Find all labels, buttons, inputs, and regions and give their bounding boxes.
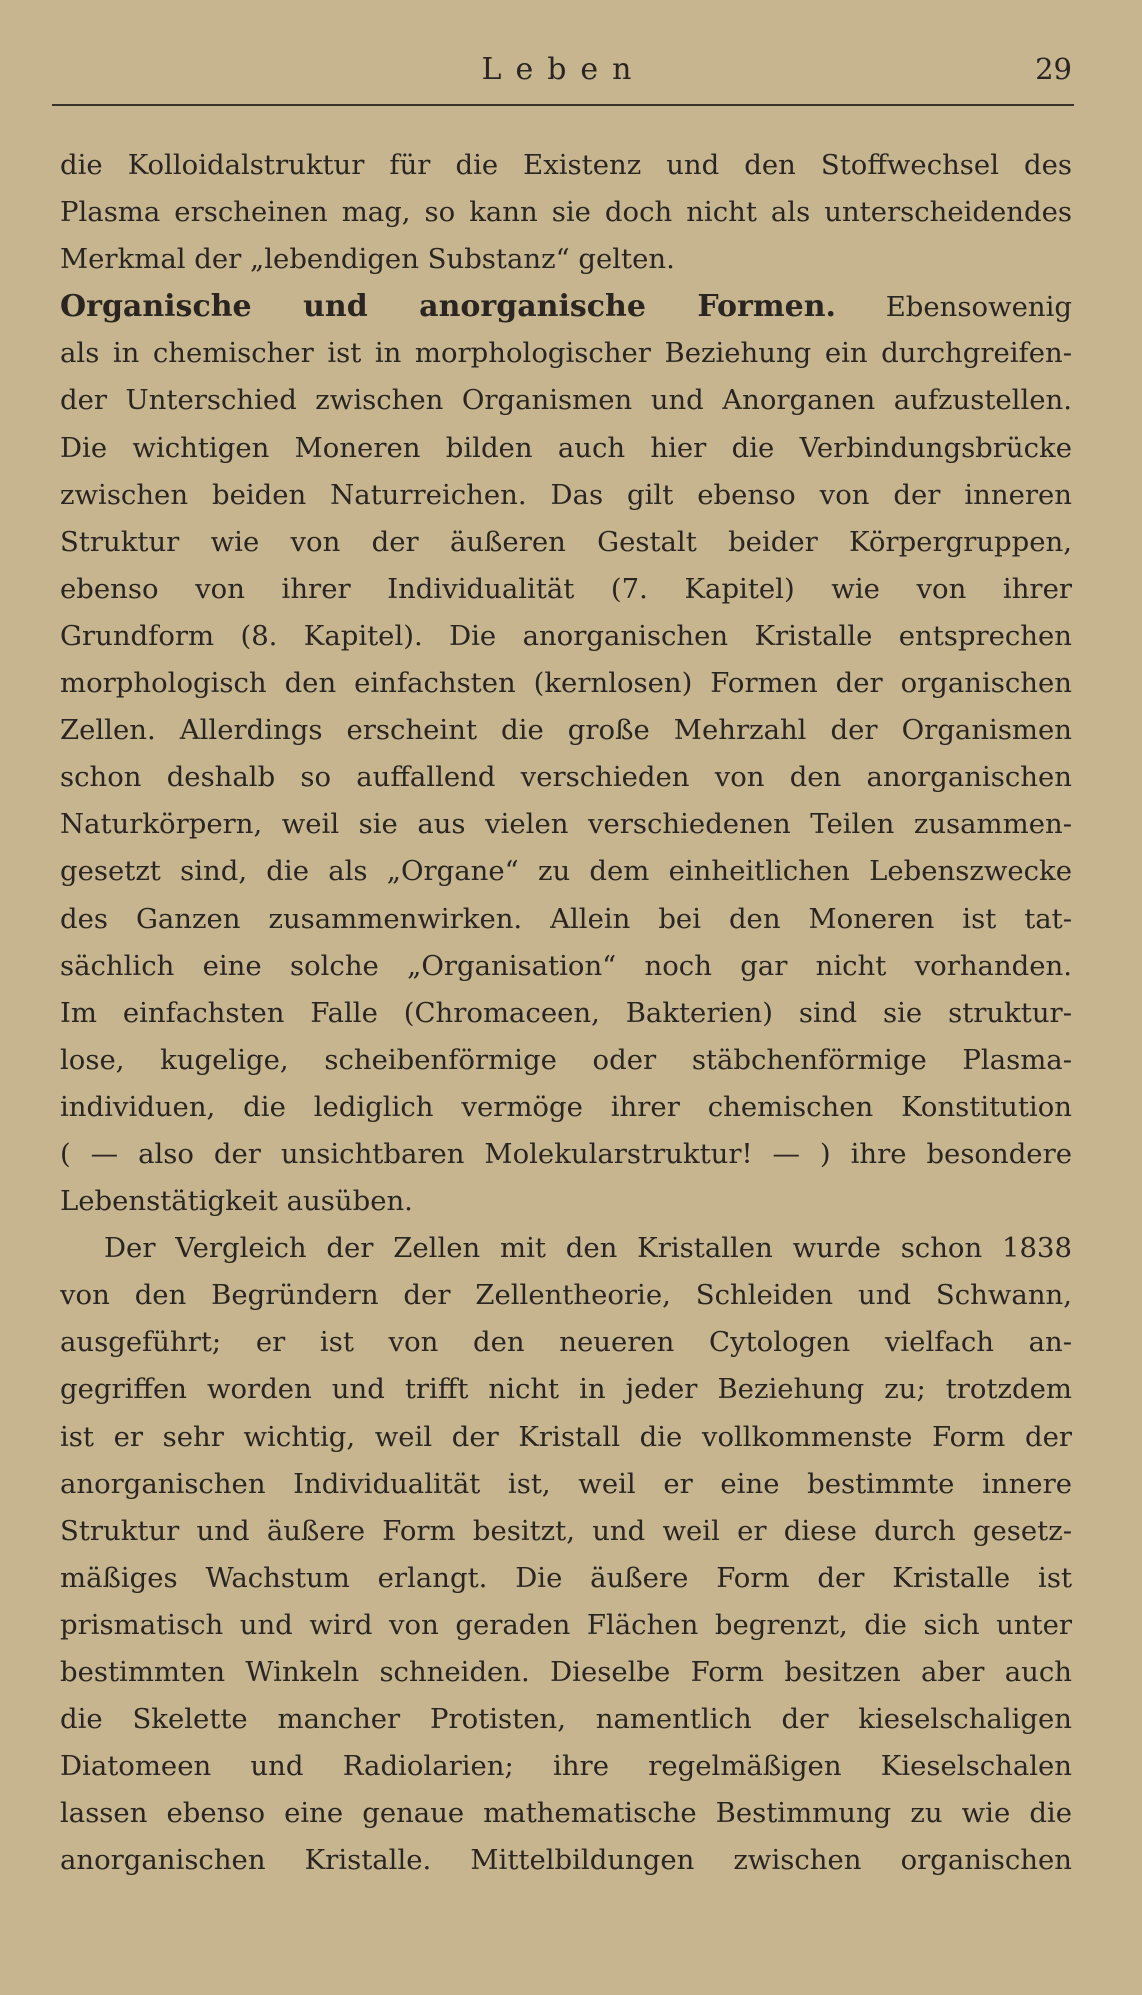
text-line: Naturkörpern, weil sie aus vielen verschiedenen Teilen zusammen- xyxy=(60,808,1072,841)
text-line: gegriffen worden und trifft nicht in jeder Beziehung zu; trotzdem xyxy=(60,1373,1072,1406)
text-line: des Ganzen zusammenwirken. Allein bei den Moneren ist tat- xyxy=(60,902,1072,935)
text-line: Der Vergleich der Zellen mit den Kristallen wurde schon 1838 xyxy=(104,1232,1072,1265)
text-line: Diatomeen und Radiolarien; ihre regelmäßigen Kieselschalen xyxy=(60,1750,1072,1783)
text-line: Lebenstätigkeit ausüben. xyxy=(60,1185,413,1218)
text-line: ausgeführt; er ist von den neueren Cytologen vielfach an- xyxy=(60,1326,1072,1359)
page-header xyxy=(55,52,1072,100)
text-line: ist er sehr wichtig, weil der Kristall die vollkommenste Form der xyxy=(60,1420,1072,1453)
text-line: schon deshalb so auffallend verschieden von den anorganischen xyxy=(60,761,1072,794)
running-title: Leben xyxy=(481,52,646,87)
text-line: Die wichtigen Moneren bilden auch hier die Verbindungsbrücke xyxy=(60,431,1072,464)
text-line: ( — also der unsichtbaren Molekularstruktur! — ) ihre besondere xyxy=(60,1137,1072,1170)
text-line: gesetzt sind, die als „Organe“ zu dem einheitlichen Lebenszwecke xyxy=(60,855,1072,888)
text-line: der Unterschied zwischen Organismen und Anorganen aufzustellen. xyxy=(60,384,1072,417)
text-line: Struktur wie von der äußeren Gestalt beider Körpergruppen, xyxy=(60,525,1072,558)
text-line: lassen ebenso eine genaue mathematische Bestimmung zu wie die xyxy=(60,1797,1072,1830)
header-rule xyxy=(52,104,1074,106)
text-line: zwischen beiden Naturreichen. Das gilt ebenso von der inneren xyxy=(60,478,1072,511)
text-line: von den Begründern der Zellentheorie, Schleiden und Schwann, xyxy=(60,1279,1072,1312)
text-line: anorganischen Individualität ist, weil er eine bestimmte innere xyxy=(60,1467,1072,1500)
text-line: bestimmten Winkeln schneiden. Dieselbe Form besitzen aber auch xyxy=(60,1656,1072,1688)
text-line: die Skelette mancher Protisten, namentlich der kieselschaligen xyxy=(60,1703,1072,1736)
text-line: sächlich eine solche „Organisation“ noch gar nicht vorhanden. xyxy=(60,949,1072,982)
text-line: ebenso von ihrer Individualität (7. Kapitel) wie von ihrer xyxy=(60,572,1072,605)
text-line: Plasma erscheinen mag, so kann sie doch nicht als unterscheidendes xyxy=(60,196,1072,229)
text-line: lose, kugelige, scheibenförmige oder stäbchenförmige Plasma- xyxy=(60,1043,1072,1076)
text-line: Grundform (8. Kapitel). Die anorganischen Kristalle entsprechen xyxy=(60,619,1072,652)
section-heading: Organische und anorganische Formen. xyxy=(60,289,836,325)
page-number: 29 xyxy=(1035,52,1072,86)
text-line: mäßiges Wachstum erlangt. Die äußere Form der Kristalle ist xyxy=(60,1561,1072,1594)
text-line: Zellen. Allerdings erscheint die große Mehrzahl der Organismen xyxy=(60,714,1072,747)
text-line: morphologisch den einfachsten (kernlosen) Formen der organischen xyxy=(60,667,1072,700)
heading-continuation: Ebensowenig xyxy=(885,291,1072,324)
text-line: Im einfachsten Falle (Chromaceen, Bakterien) sind sie struktur- xyxy=(60,996,1072,1029)
heading-line xyxy=(60,283,1072,330)
text-line: Struktur und äußere Form besitzt, und weil er diese durch gesetz- xyxy=(60,1514,1072,1547)
text-line: prismatisch und wird von geraden Flächen begrenzt, die sich unter xyxy=(60,1608,1072,1641)
text-line: individuen, die lediglich vermöge ihrer chemischen Konstitution xyxy=(60,1090,1072,1123)
text-line: Merkmal der „lebendigen Substanz“ gelten. xyxy=(60,243,675,276)
text-line: die Kolloidalstruktur für die Existenz und den Stoffwechsel des xyxy=(60,149,1072,181)
text-line: als in chemischer ist in morphologischer Beziehung ein durchgreifen- xyxy=(60,337,1072,370)
text-line: anorganischen Kristalle. Mittelbildungen zwischen organischen xyxy=(60,1844,1072,1877)
body-text xyxy=(60,142,1072,1884)
